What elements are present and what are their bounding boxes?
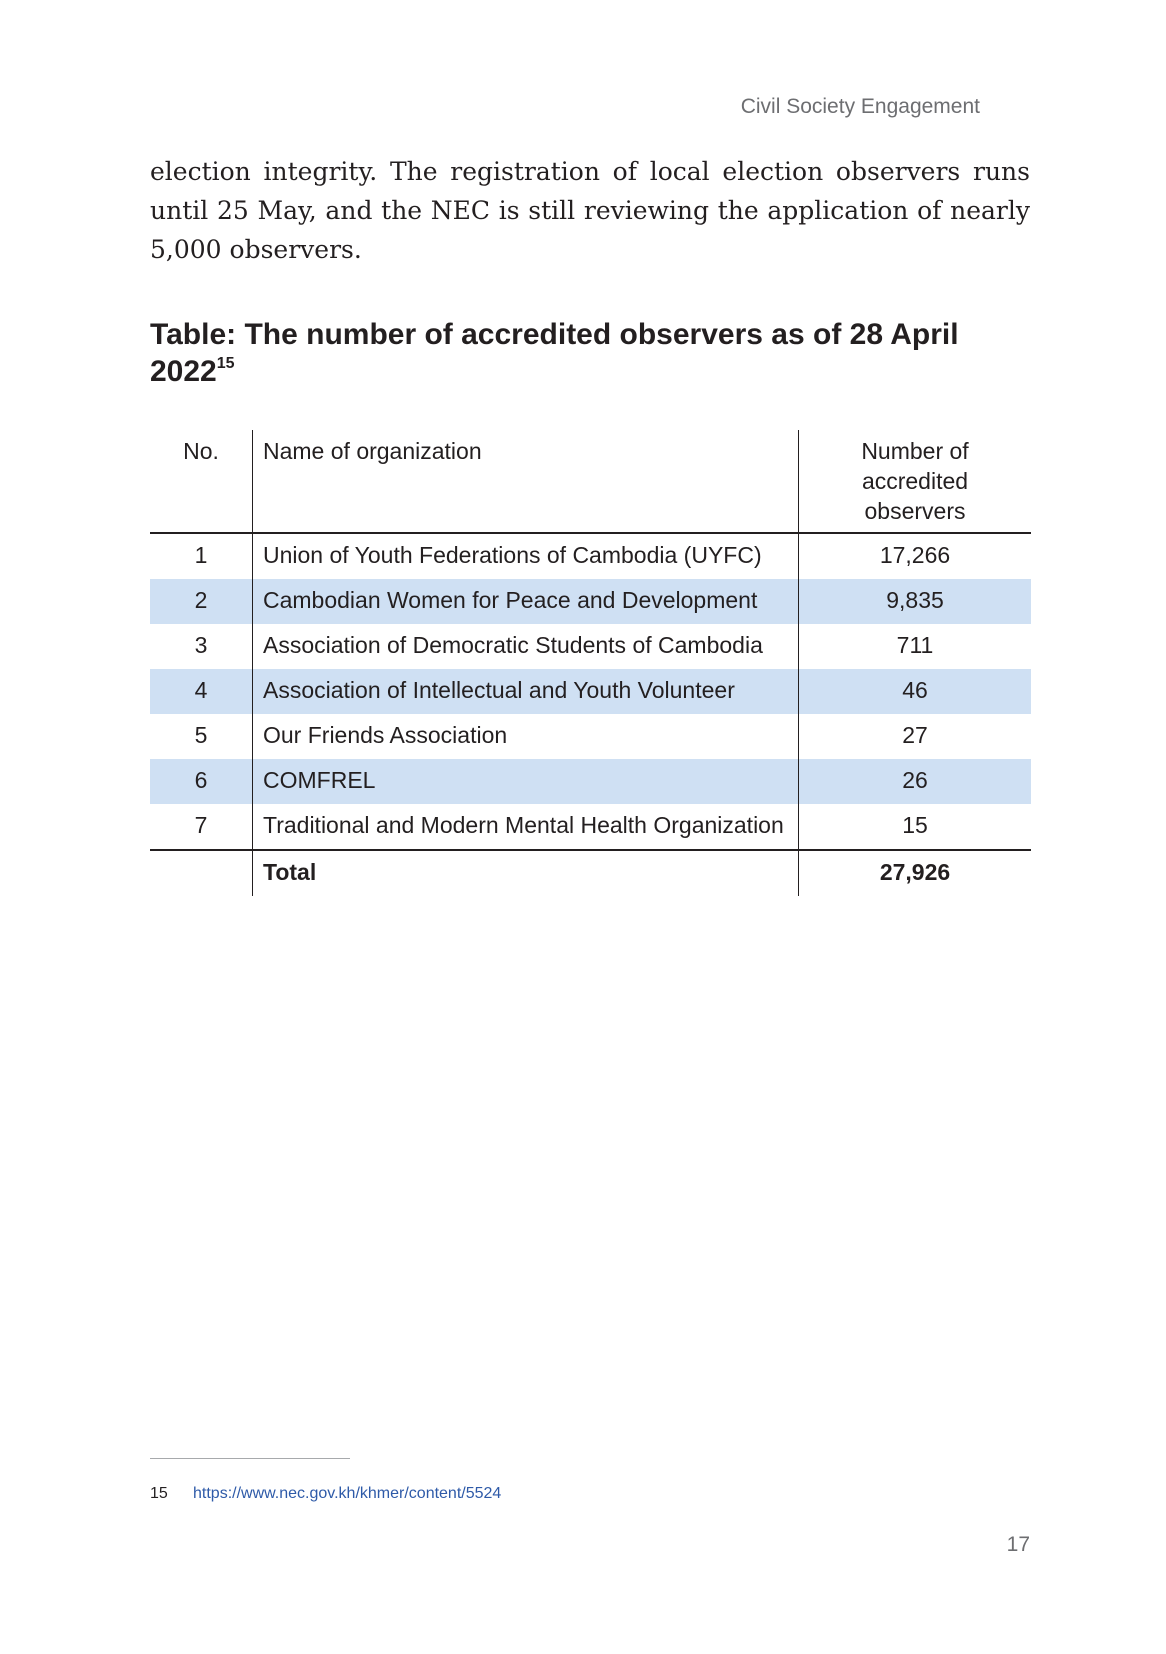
table-row xyxy=(150,804,1031,850)
cell-no: 1 xyxy=(150,533,253,579)
table-title xyxy=(150,316,1030,390)
cell-no: 5 xyxy=(150,714,253,759)
cell-count: 46 xyxy=(799,669,1032,714)
table-row xyxy=(150,533,1031,579)
body-paragraph: election integrity. The registration of local election observers runs until 25 May, and the NEC is still reviewing the application of nearly 5,000 observers. xyxy=(150,157,1030,264)
cell-no: 4 xyxy=(150,669,253,714)
table-row xyxy=(150,759,1031,804)
running-header: Civil Society Engagement xyxy=(740,95,980,118)
cell-count: 15 xyxy=(902,812,928,838)
footnote-divider xyxy=(150,1458,350,1459)
footnote xyxy=(150,1485,501,1503)
column-header-name: Name of organization xyxy=(253,430,799,533)
table-row xyxy=(150,714,1031,759)
cell-count: 27 xyxy=(902,722,928,748)
table-header-row xyxy=(150,430,1031,533)
table-row xyxy=(150,624,1031,669)
total-value: 27,926 xyxy=(879,859,951,885)
footnote-ref[interactable]: 15 xyxy=(216,355,235,372)
total-label: Total xyxy=(253,850,799,896)
cell-organization: Association of Democratic Students of Cambodia xyxy=(253,624,799,669)
cell-no: 7 xyxy=(150,804,253,850)
cell-count: 26 xyxy=(799,759,1032,804)
cell-count: 711 xyxy=(896,632,934,658)
table-title-text: Table: The number of accredited observers as of 28 April 2022 xyxy=(150,318,959,388)
cell-no-empty xyxy=(150,850,253,896)
page-number: 17 xyxy=(1006,1533,1030,1556)
cell-organization: Our Friends Association xyxy=(253,714,799,759)
table-total-row xyxy=(150,850,1031,896)
cell-organization: COMFREL xyxy=(253,759,799,804)
footnote-link[interactable]: https://www.nec.gov.kh/khmer/content/5524 xyxy=(193,1485,502,1502)
cell-count: 17,266 xyxy=(879,542,951,568)
cell-organization: Association of Intellectual and Youth Volunteer xyxy=(253,669,799,714)
cell-organization: Cambodian Women for Peace and Development xyxy=(253,579,799,624)
cell-count: 9,835 xyxy=(799,579,1032,624)
cell-no: 3 xyxy=(150,624,253,669)
footnote-number: 15 xyxy=(150,1485,168,1502)
cell-organization: Traditional and Modern Mental Health Organization xyxy=(253,804,799,850)
column-header-no: No. xyxy=(150,430,253,533)
cell-no: 2 xyxy=(150,579,253,624)
cell-no: 6 xyxy=(150,759,253,804)
table-row xyxy=(150,669,1031,714)
column-header-count: Number of accredited observers xyxy=(861,438,969,524)
observers-table xyxy=(150,430,1031,896)
cell-organization: Union of Youth Federations of Cambodia (UYFC) xyxy=(253,533,799,579)
table-row xyxy=(150,579,1031,624)
